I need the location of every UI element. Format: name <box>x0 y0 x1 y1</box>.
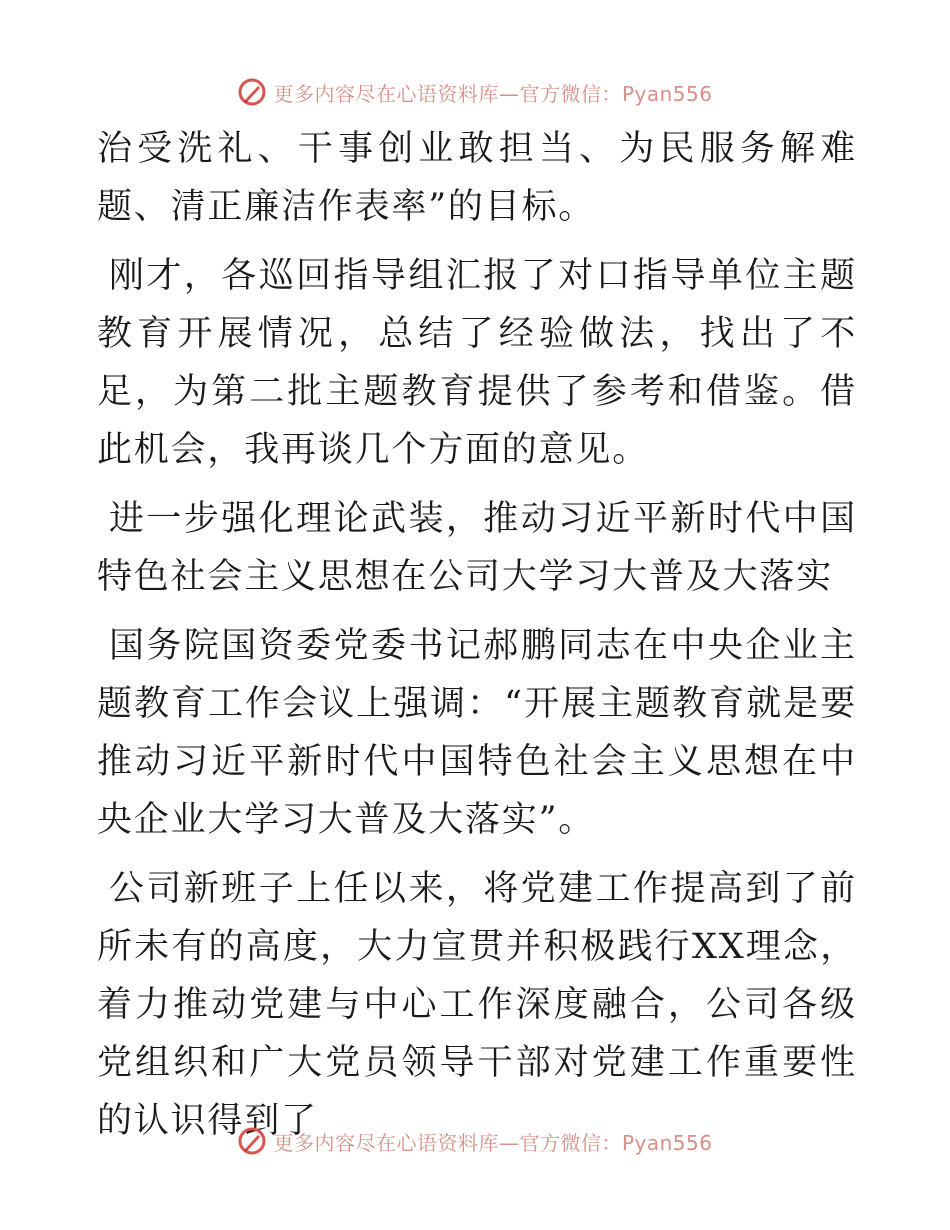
paragraph: 国务院国资委党委书记郝鹏同志在中央企业主题教育工作会议上强调：“开展主题教育就是要推动习近平新时代中国特色社会主义思想在中央企业大学习大普及大落实”。 <box>97 626 857 840</box>
pen-logo-icon <box>237 1126 267 1156</box>
watermark-text: 更多内容尽在心语资料库—官方微信：Pyan556 <box>273 81 713 106</box>
paragraph: 治受洗礼、干事创业敢担当、为民服务解难题、清正廉洁作表率”的目标。 <box>97 129 857 227</box>
section-heading: 进一步强化理论武装，推动习近平新时代中国特色社会主义思想在公司大学习大普及大落实 <box>97 499 857 597</box>
paragraph: 公司新班子上任以来，将党建工作提高到了前所未有的高度，大力宣贯并积极践行XX理念，着力推动党建与中心工作深度融合，公司各级党组织和广大党员领导干部对党建工作重要性的认识得到了 <box>97 869 857 1141</box>
document-body <box>97 120 857 1161</box>
watermark-text: 更多内容尽在心语资料库—官方微信：Pyan556 <box>273 1130 713 1155</box>
pen-logo-icon <box>237 77 267 107</box>
header-watermark <box>0 72 950 112</box>
paragraph: 刚才，各巡回指导组汇报了对口指导单位主题教育开展情况，总结了经验做法，找出了不足，为第二批主题教育提供了参考和借鉴。借此机会，我再谈几个方面的意见。 <box>97 256 857 470</box>
footer-watermark <box>0 1121 950 1161</box>
